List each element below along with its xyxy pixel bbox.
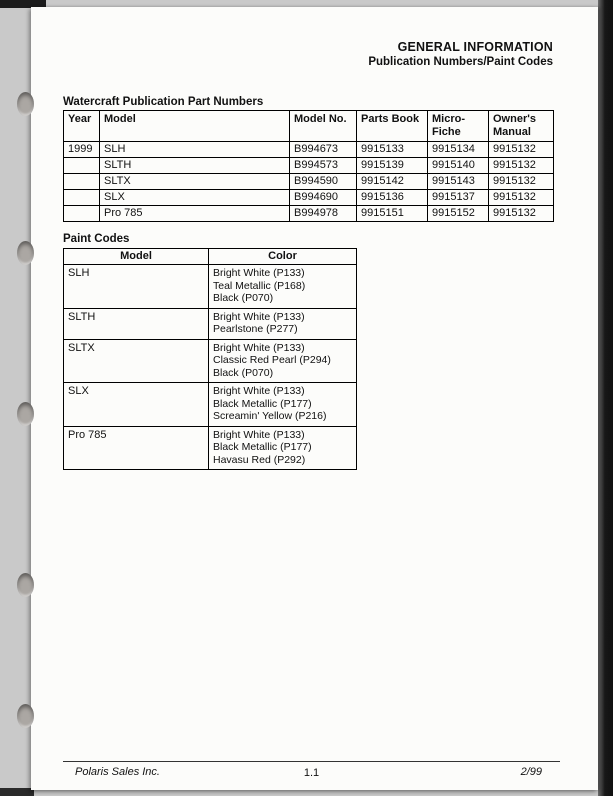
color-cell <box>209 308 357 339</box>
binder-hole <box>17 704 34 728</box>
model-cell: SLH <box>64 265 209 309</box>
parts-book-cell: 9915139 <box>357 158 428 174</box>
year-cell <box>64 174 100 190</box>
binder-hole <box>17 92 34 116</box>
footer-date: 2/99 <box>520 766 542 778</box>
micro-fiche-cell: 9915134 <box>428 142 489 158</box>
paint-codes-table <box>63 248 357 470</box>
scan-edge-shadow <box>598 0 613 796</box>
model-cell: SLTH <box>64 308 209 339</box>
model-cell: SLX <box>100 190 290 206</box>
table-row <box>64 142 554 158</box>
page <box>31 7 598 790</box>
binder-hole <box>17 241 34 265</box>
year-cell: 1999 <box>64 142 100 158</box>
color-cell <box>209 426 357 470</box>
color-line: Classic Red Pearl (P294) <box>213 354 331 366</box>
color-line: Havasu Red (P292) <box>213 453 306 466</box>
model-no-cell: B994673 <box>290 142 357 158</box>
column-header-model: Model <box>64 249 209 265</box>
table-row <box>64 426 357 470</box>
model-cell: Pro 785 <box>100 206 290 222</box>
year-cell <box>64 158 100 174</box>
footer-divider <box>63 761 560 762</box>
owners-manual-cell: 9915132 <box>489 190 554 206</box>
parts-book-cell: 9915136 <box>357 190 428 206</box>
color-line: Teal Metallic (P168) <box>213 279 306 292</box>
model-no-cell: B994573 <box>290 158 357 174</box>
page-title: GENERAL INFORMATION <box>397 40 553 54</box>
micro-fiche-cell: 9915152 <box>428 206 489 222</box>
table-row <box>64 190 554 206</box>
table-row <box>64 174 554 190</box>
scan-corner-artifact-bottom <box>0 788 34 796</box>
micro-fiche-cell: 9915140 <box>428 158 489 174</box>
year-cell <box>64 206 100 222</box>
publication-part-numbers-table <box>63 110 554 222</box>
model-cell: SLTX <box>100 174 290 190</box>
color-line: Black Metallic (P177) <box>213 441 312 453</box>
table-row <box>64 265 357 309</box>
column-header-micro-fiche: Micro-Fiche <box>428 111 489 142</box>
parts-book-cell: 9915133 <box>357 142 428 158</box>
model-no-cell: B994590 <box>290 174 357 190</box>
binder-hole <box>17 573 34 597</box>
color-line: Bright White (P133) <box>213 428 305 441</box>
model-cell: SLTX <box>64 339 209 383</box>
parts-book-cell: 9915142 <box>357 174 428 190</box>
micro-fiche-cell: 9915137 <box>428 190 489 206</box>
color-cell <box>209 339 357 383</box>
year-cell <box>64 190 100 206</box>
model-no-cell: B994978 <box>290 206 357 222</box>
document-header <box>368 40 553 70</box>
footer-company: Polaris Sales Inc. <box>75 766 160 778</box>
color-line: Screamin' Yellow (P216) <box>213 410 327 422</box>
column-header-owners-manual: Owner's Manual <box>489 111 554 142</box>
table-row <box>64 339 357 383</box>
owners-manual-cell: 9915132 <box>489 158 554 174</box>
owners-manual-cell: 9915132 <box>489 142 554 158</box>
color-line: Bright White (P133) <box>213 341 305 354</box>
paint-section-title: Paint Codes <box>63 233 130 245</box>
color-line: Bright White (P133) <box>213 267 305 279</box>
color-line: Bright White (P133) <box>213 385 305 397</box>
color-line: Black (P070) <box>213 366 274 379</box>
column-header-model-no: Model No. <box>290 111 357 142</box>
page-subtitle: Publication Numbers/Paint Codes <box>368 56 553 68</box>
table-row <box>64 206 554 222</box>
color-line: Bright White (P133) <box>213 310 305 323</box>
column-header-parts-book: Parts Book <box>357 111 428 142</box>
table-row <box>64 308 357 339</box>
color-line: Black (P070) <box>213 292 274 304</box>
model-no-cell: B994690 <box>290 190 357 206</box>
color-line: Pearlstone (P277) <box>213 323 298 335</box>
table-row <box>64 158 554 174</box>
model-cell: SLTH <box>100 158 290 174</box>
color-cell <box>209 265 357 309</box>
owners-manual-cell: 9915132 <box>489 206 554 222</box>
publication-section-title: Watercraft Publication Part Numbers <box>63 96 264 108</box>
column-header-model: Model <box>100 111 290 142</box>
model-cell: SLX <box>64 383 209 427</box>
footer-page-number: 1.1 <box>303 767 320 779</box>
model-cell: Pro 785 <box>64 426 209 470</box>
table-header-row <box>64 249 357 265</box>
model-cell: SLH <box>100 142 290 158</box>
table-header-row <box>64 111 554 142</box>
table-row <box>64 383 357 427</box>
parts-book-cell: 9915151 <box>357 206 428 222</box>
color-cell <box>209 383 357 427</box>
owners-manual-cell: 9915132 <box>489 174 554 190</box>
micro-fiche-cell: 9915143 <box>428 174 489 190</box>
column-header-year: Year <box>64 111 100 142</box>
color-line: Black Metallic (P177) <box>213 397 312 410</box>
column-header-color: Color <box>209 249 357 265</box>
binder-hole <box>17 402 34 426</box>
